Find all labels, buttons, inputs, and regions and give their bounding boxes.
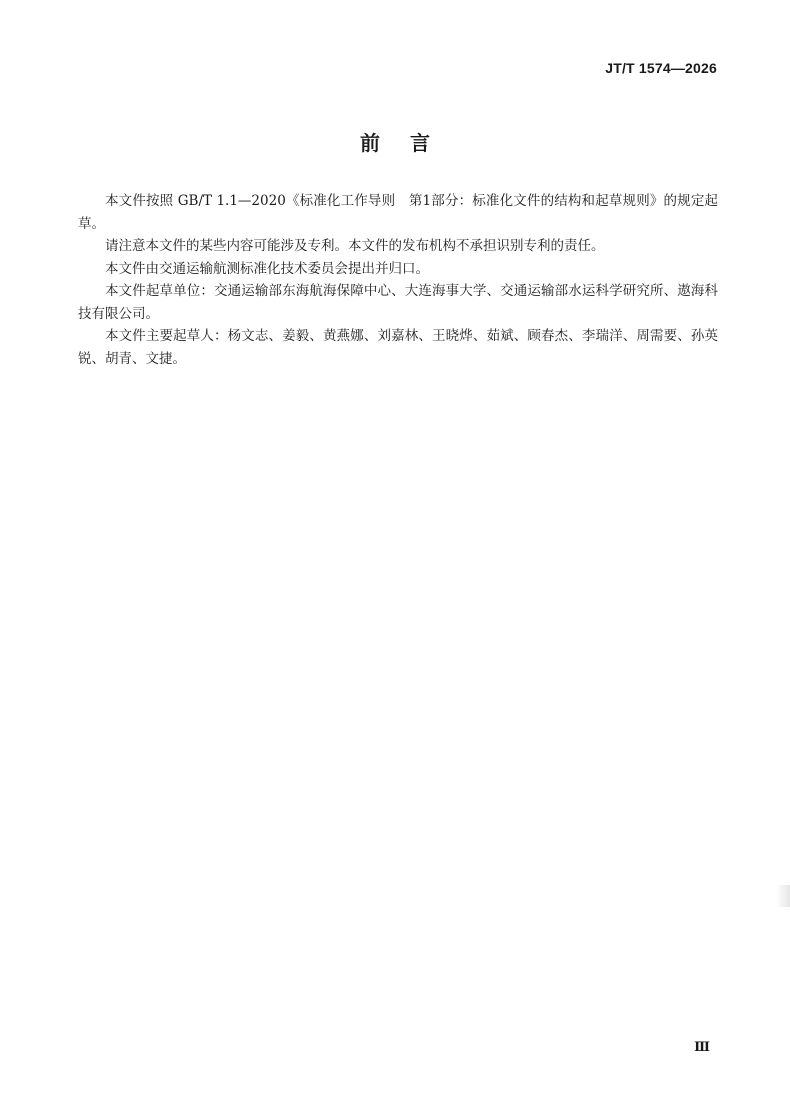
document-number: JT/T 1574—2026 xyxy=(605,60,717,76)
page-title: 前言 xyxy=(360,131,460,155)
page-number: Ⅲ xyxy=(694,1040,710,1055)
preface-body xyxy=(78,190,718,370)
paragraph-drafting-units: 本文件起草单位：交通运输部东海航海保障中心、大连海事大学、交通运输部水运科学研究所、遨海科技有限公司。 xyxy=(78,283,718,322)
paragraph-drafting-rules: 本文件按照 GB/T 1.1—2020《标准化工作导则 第1部分：标准化文件的结构和起草规则》的规定起草。 xyxy=(78,193,718,232)
paragraph-drafters: 本文件主要起草人：杨文志、姜毅、黄燕娜、刘嘉林、王晓烨、茹斌、顾春杰、李瑞洋、周需要、孙英锐、胡青、文捷。 xyxy=(78,328,718,367)
paragraph-patent-notice: 请注意本文件的某些内容可能涉及专利。本文件的发布机构不承担识别专利的责任。 xyxy=(105,238,605,254)
scan-edge-mark xyxy=(776,885,790,907)
paragraph-proposing-committee: 本文件由交通运输航测标准化技术委员会提出并归口。 xyxy=(105,260,429,277)
